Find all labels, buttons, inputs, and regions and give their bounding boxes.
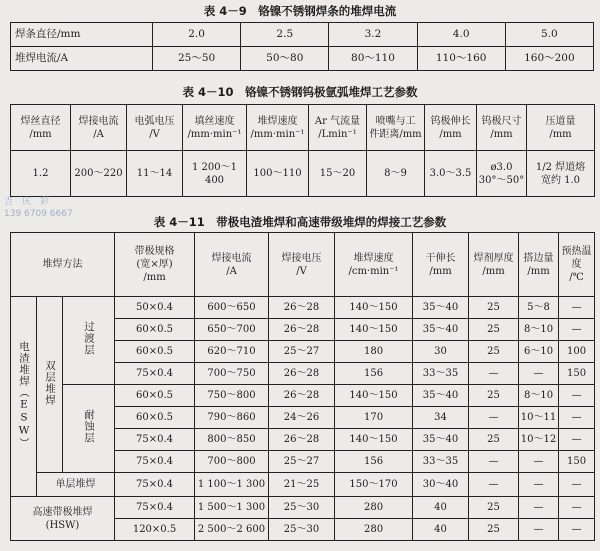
table-cell: 50～80 bbox=[241, 47, 329, 71]
table-cell: 25～27 bbox=[269, 341, 335, 363]
corrosion-layer-cell bbox=[63, 385, 115, 473]
table-cell: ø3.0 30°～50° bbox=[477, 151, 527, 197]
table-cell: 80～110 bbox=[329, 47, 417, 71]
column-header: 压道量 /mm bbox=[527, 105, 595, 151]
table-cell: 35～40 bbox=[413, 429, 469, 451]
table3-title: 表 4－11 带极电渣堆焊和高速带级堆焊的焊接工艺参数 bbox=[153, 215, 447, 229]
table-cell: 700～750 bbox=[195, 363, 269, 385]
table-cell: — bbox=[519, 473, 559, 497]
table-cell: 34 bbox=[413, 407, 469, 429]
table-cell: 800～850 bbox=[195, 429, 269, 451]
table-cell: 160～200 bbox=[505, 47, 593, 71]
table-cell: 2.5 bbox=[241, 23, 329, 47]
table-cell: 120×0.5 bbox=[115, 519, 195, 541]
column-header: 填丝速度 /mm·min⁻¹ bbox=[183, 105, 247, 151]
table-cell: 3.2 bbox=[329, 23, 417, 47]
table2-title: 表 4－10 铬镍不锈钢钨极氩弧堆焊工艺参数 bbox=[182, 85, 418, 99]
table-cell: 790～860 bbox=[195, 407, 269, 429]
table-cell: 170 bbox=[335, 407, 413, 429]
column-header: 喷嘴与工 件距离/mm bbox=[367, 105, 425, 151]
table-cell: 26～28 bbox=[269, 429, 335, 451]
table-cell: 25 bbox=[469, 297, 519, 319]
hsw-label: 高速带极堆焊 (HSW) bbox=[11, 497, 115, 541]
table-cell: 25～30 bbox=[269, 497, 335, 519]
table-cell: 200～220 bbox=[71, 151, 127, 197]
table-cell: 650～700 bbox=[195, 319, 269, 341]
table-cell: 1 100～1 300 bbox=[195, 473, 269, 497]
table-cell: 180 bbox=[335, 341, 413, 363]
table-cell: 24～26 bbox=[269, 407, 335, 429]
table-cell: — bbox=[469, 451, 519, 473]
electrode-current-table bbox=[10, 22, 594, 71]
column-header: 带极规格 (宽×厚) /mm bbox=[115, 233, 195, 297]
table-cell: 30～40 bbox=[413, 473, 469, 497]
table-cell: 100～110 bbox=[247, 151, 309, 197]
table-cell: 1 500～1 300 bbox=[195, 497, 269, 519]
table-cell: 60×0.5 bbox=[115, 341, 195, 363]
table-cell: — bbox=[469, 363, 519, 385]
row-label: 堆焊电流/A bbox=[11, 47, 153, 71]
double-layer-label: 双层堆焊 bbox=[44, 359, 56, 406]
table-cell: 15～20 bbox=[309, 151, 367, 197]
table-cell: 150 bbox=[559, 451, 595, 473]
strip-cladding-table bbox=[10, 232, 595, 541]
table-cell: 35～40 bbox=[413, 319, 469, 341]
table-cell: 35～40 bbox=[413, 297, 469, 319]
table-cell: 25 bbox=[469, 519, 519, 541]
table-cell: 280 bbox=[335, 497, 413, 519]
tig-parameters-table bbox=[10, 104, 595, 197]
table-cell: 156 bbox=[335, 451, 413, 473]
table-cell: 40 bbox=[413, 519, 469, 541]
column-header: 堆焊速度 /cm·min⁻¹ bbox=[335, 233, 413, 297]
table-cell: 280 bbox=[335, 519, 413, 541]
column-header: 钨极伸长 /mm bbox=[425, 105, 477, 151]
esw-group-cell bbox=[11, 297, 37, 497]
table-cell: 600～650 bbox=[195, 297, 269, 319]
table-cell: — bbox=[559, 407, 595, 429]
column-header: 堆焊速度 /mm·min⁻¹ bbox=[247, 105, 309, 151]
table-cell: 750～800 bbox=[195, 385, 269, 407]
column-header: 电弧电压 /V bbox=[127, 105, 183, 151]
table-cell: 5.0 bbox=[505, 23, 593, 47]
table-cell: 140～150 bbox=[335, 385, 413, 407]
table-cell: 25～27 bbox=[269, 451, 335, 473]
table-cell: — bbox=[519, 519, 559, 541]
column-header: 预热温度 /℃ bbox=[559, 233, 595, 297]
table1-title: 表 4－9 铬镍不锈钢焊条的堆焊电流 bbox=[203, 4, 397, 18]
table-cell: 1/2 焊道熔 宽约 1.0 bbox=[527, 151, 595, 197]
table-cell: — bbox=[559, 297, 595, 319]
table-cell: 35～40 bbox=[413, 385, 469, 407]
table-header-row bbox=[11, 233, 595, 297]
table-cell: 8～9 bbox=[367, 151, 425, 197]
table-cell: 40 bbox=[413, 497, 469, 519]
table-cell: 620～710 bbox=[195, 341, 269, 363]
table-cell: 100 bbox=[559, 341, 595, 363]
table-row bbox=[11, 497, 595, 519]
table-cell: 26～28 bbox=[269, 297, 335, 319]
row-label: 焊条直径/mm bbox=[11, 23, 153, 47]
table-cell: 4.0 bbox=[417, 23, 505, 47]
table-cell: 75×0.4 bbox=[115, 473, 195, 497]
table-cell: — bbox=[559, 385, 595, 407]
transition-layer-label: 过渡层 bbox=[83, 321, 95, 356]
table-cell: — bbox=[559, 519, 595, 541]
table-cell: 11～14 bbox=[127, 151, 183, 197]
table-cell: 6～10 bbox=[519, 341, 559, 363]
table-cell: 75×0.4 bbox=[115, 497, 195, 519]
table-cell: — bbox=[559, 429, 595, 451]
table-cell: 700～800 bbox=[195, 451, 269, 473]
table-cell: 26～28 bbox=[269, 319, 335, 341]
table-header-row bbox=[11, 105, 595, 151]
table-cell: 75×0.4 bbox=[115, 429, 195, 451]
stamp-line: 吉 庆 彩 bbox=[4, 197, 50, 207]
table-cell: 156 bbox=[335, 363, 413, 385]
single-layer-label: 单层堆焊 bbox=[37, 473, 115, 497]
table-cell: 60×0.5 bbox=[115, 319, 195, 341]
table-cell: 1 200～1 400 bbox=[183, 151, 247, 197]
table-row bbox=[11, 297, 595, 319]
table-cell: 5～8 bbox=[519, 297, 559, 319]
table-cell: 25 bbox=[469, 429, 519, 451]
table-cell: 2.0 bbox=[153, 23, 241, 47]
table-row bbox=[11, 47, 594, 71]
column-header: 搭边量 /mm bbox=[519, 233, 559, 297]
column-header: 焊丝直径 /mm bbox=[11, 105, 71, 151]
transition-layer-cell bbox=[63, 297, 115, 385]
column-header: 焊接电流 /A bbox=[71, 105, 127, 151]
table-row bbox=[11, 23, 594, 47]
stamp-phone: 139 6709 6667 bbox=[4, 209, 73, 219]
table-cell: 21～25 bbox=[269, 473, 335, 497]
table-cell: — bbox=[559, 319, 595, 341]
table-cell: 8～10 bbox=[519, 385, 559, 407]
table-cell: 140～150 bbox=[335, 429, 413, 451]
table-cell: 25～30 bbox=[269, 519, 335, 541]
table-cell: 30 bbox=[413, 341, 469, 363]
table-row bbox=[11, 473, 595, 497]
column-header: 干伸长 /mm bbox=[413, 233, 469, 297]
table-cell: 140～150 bbox=[335, 319, 413, 341]
table-cell: 26～28 bbox=[269, 363, 335, 385]
table-cell: — bbox=[519, 497, 559, 519]
table-cell: 25 bbox=[469, 497, 519, 519]
table-cell: — bbox=[519, 451, 559, 473]
table-cell: 25 bbox=[469, 341, 519, 363]
table-cell: 33～35 bbox=[413, 451, 469, 473]
table-cell: 60×0.5 bbox=[115, 407, 195, 429]
table-cell: — bbox=[519, 363, 559, 385]
table-cell: 110～160 bbox=[417, 47, 505, 71]
table-cell: 25～50 bbox=[153, 47, 241, 71]
column-header: 焊接电流 /A bbox=[195, 233, 269, 297]
table-cell: 1.2 bbox=[11, 151, 71, 197]
table-cell: 10～12 bbox=[519, 429, 559, 451]
table-cell: 25 bbox=[469, 319, 519, 341]
table-cell: 26～28 bbox=[269, 385, 335, 407]
table-row bbox=[11, 385, 595, 407]
column-header: Ar 气流量 /Lmin⁻¹ bbox=[309, 105, 367, 151]
table-cell: 75×0.4 bbox=[115, 363, 195, 385]
table-cell: 50×0.4 bbox=[115, 297, 195, 319]
table-cell: 25 bbox=[469, 385, 519, 407]
table-row bbox=[11, 151, 595, 197]
table-cell: 8～10 bbox=[519, 319, 559, 341]
table-cell: 33～35 bbox=[413, 363, 469, 385]
column-header: 焊接电压 /V bbox=[269, 233, 335, 297]
column-header: 焊剂厚度 /mm bbox=[469, 233, 519, 297]
table-cell: — bbox=[559, 497, 595, 519]
table-cell: 140～150 bbox=[335, 297, 413, 319]
double-layer-cell bbox=[37, 297, 63, 473]
column-header: 钨极尺寸 /mm bbox=[477, 105, 527, 151]
table-cell: — bbox=[559, 473, 595, 497]
table-cell: 150～170 bbox=[335, 473, 413, 497]
table-cell: 2 500～2 600 bbox=[195, 519, 269, 541]
table-cell: 75×0.4 bbox=[115, 451, 195, 473]
table-cell: 150 bbox=[559, 363, 595, 385]
table-cell: — bbox=[469, 473, 519, 497]
table-cell: 10～11 bbox=[519, 407, 559, 429]
column-header: 堆焊方法 bbox=[11, 233, 115, 297]
table-cell: — bbox=[469, 407, 519, 429]
esw-label: 电渣堆焊（ESW） bbox=[18, 340, 30, 449]
table-cell: 60×0.5 bbox=[115, 385, 195, 407]
table-cell: 3.0～3.5 bbox=[425, 151, 477, 197]
corrosion-layer-label: 耐蚀层 bbox=[83, 409, 95, 444]
